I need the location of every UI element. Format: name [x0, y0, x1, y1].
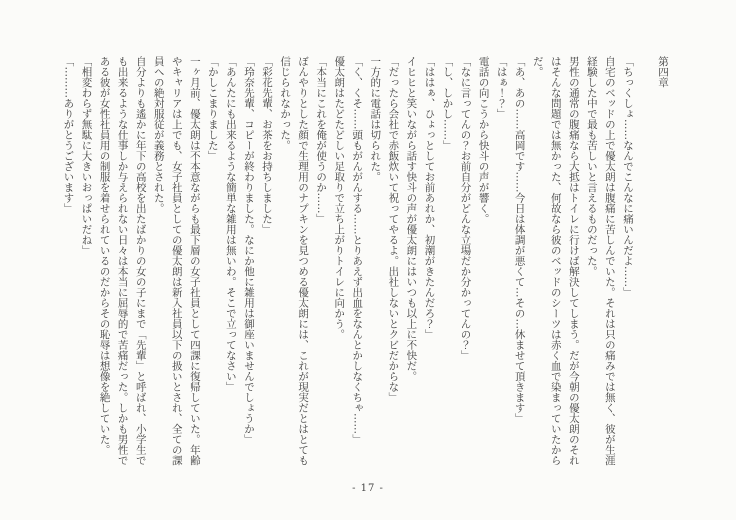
paragraph: イヒヒと笑いながら話す快斗の声が優太朗にはいつも以上に不快だ。 [405, 56, 418, 382]
paragraph: 「相変わらず無駄に大きいおっぱいだね」 [80, 56, 93, 256]
paragraph: ぼんやりとした顔で生理用のナプキンを見つめる優太朗には、これが現実だとはとても信じられなかった。 [279, 56, 310, 466]
paragraph: 「ちっくしょ……なんでこんなに痛いんだよ……」 [621, 56, 634, 298]
page-text [59, 56, 672, 468]
paragraph: 自宅のベッドの上で優太朗は腹痛に苦しんでいた。それは只の痛みでは無く、彼が生涯経験した中で最も苦しいと言えるものだった。 [585, 56, 616, 466]
paragraph: 一方的に電話は切られた。 [369, 56, 382, 182]
paragraph: 「彩花先輩、お茶をお持ちしました」 [261, 56, 274, 235]
chapter-heading: 第四章 [657, 56, 669, 88]
paragraph: 「なに言ってんの？お前自分がどんな立場だか分かってんの？」 [459, 56, 472, 361]
paragraph: 男性の通常の腹痛なら大抵はトイレに行けば解決してしまう。だが今朝の優太朗のそれはそんな問題では無かった、何故なら彼のベッドのシーツは赤く血で染まっていたからだ。 [531, 56, 580, 466]
paragraph: 自分よりも遙かに年下の高校を出たばかりの女の子にまで「先輩」と呼ばれ、小学生でも出来るような仕事しか与えられない日々は本当に屈辱的で苦痛だった。しかも男性である彼が女性社員用の制服を着せられているのだからその恥辱は想像を絶していた。 [98, 56, 147, 466]
paragraph: 「し、しかし……」 [441, 56, 454, 151]
paragraph: 電話の向こうから快斗の声が響く。 [477, 56, 490, 224]
paragraph: 「玲奈先輩、コピーが終わりました。なにか他に雑用は御座いませんでしょうか」 [242, 56, 255, 445]
paragraph: 一ヶ月前、優太朗は不本意ながらも最下層の女子社員として四課に復帰していた。年齢やキャリアは上でも、女子社員としての優太朗は新入社員以下の扱いとされ、全ての課員への絶対服従が義務とされた。 [152, 56, 201, 466]
paragraph: 優太朗はたどたどしい足取りで立ち上がりトイレに向かう。 [333, 56, 346, 340]
page-number: - 17 - [352, 483, 384, 494]
paragraph: 「ははぁ、ひょっとしてお前あれか、初潮がきたんだろ？」 [423, 56, 436, 340]
paragraph: 「あんたにも出来るような簡単な雑用は無いわ。そこで立ってなさい」 [224, 56, 237, 392]
paragraph: 「本当にこれを俺が使うのか……」 [315, 56, 328, 224]
paragraph: 「かしこまりました」 [206, 56, 219, 161]
paragraph: 「………ありがとうございます」 [62, 56, 75, 214]
paragraph: 「あ、あの……高岡です……今日は体調が悪くて…その…休ませて頂きます」 [513, 56, 526, 424]
body-text [59, 56, 637, 468]
paragraph: 「だったら会社で赤飯炊いて祝ってやるよ。出社しないとクビだからな」 [387, 56, 400, 403]
paragraph: 「はぁ！？」 [495, 56, 508, 119]
paragraph: 「く、くそ……頭もがんがんする……とりあえず出血をなんとかしなくちゃ……」 [351, 56, 364, 445]
